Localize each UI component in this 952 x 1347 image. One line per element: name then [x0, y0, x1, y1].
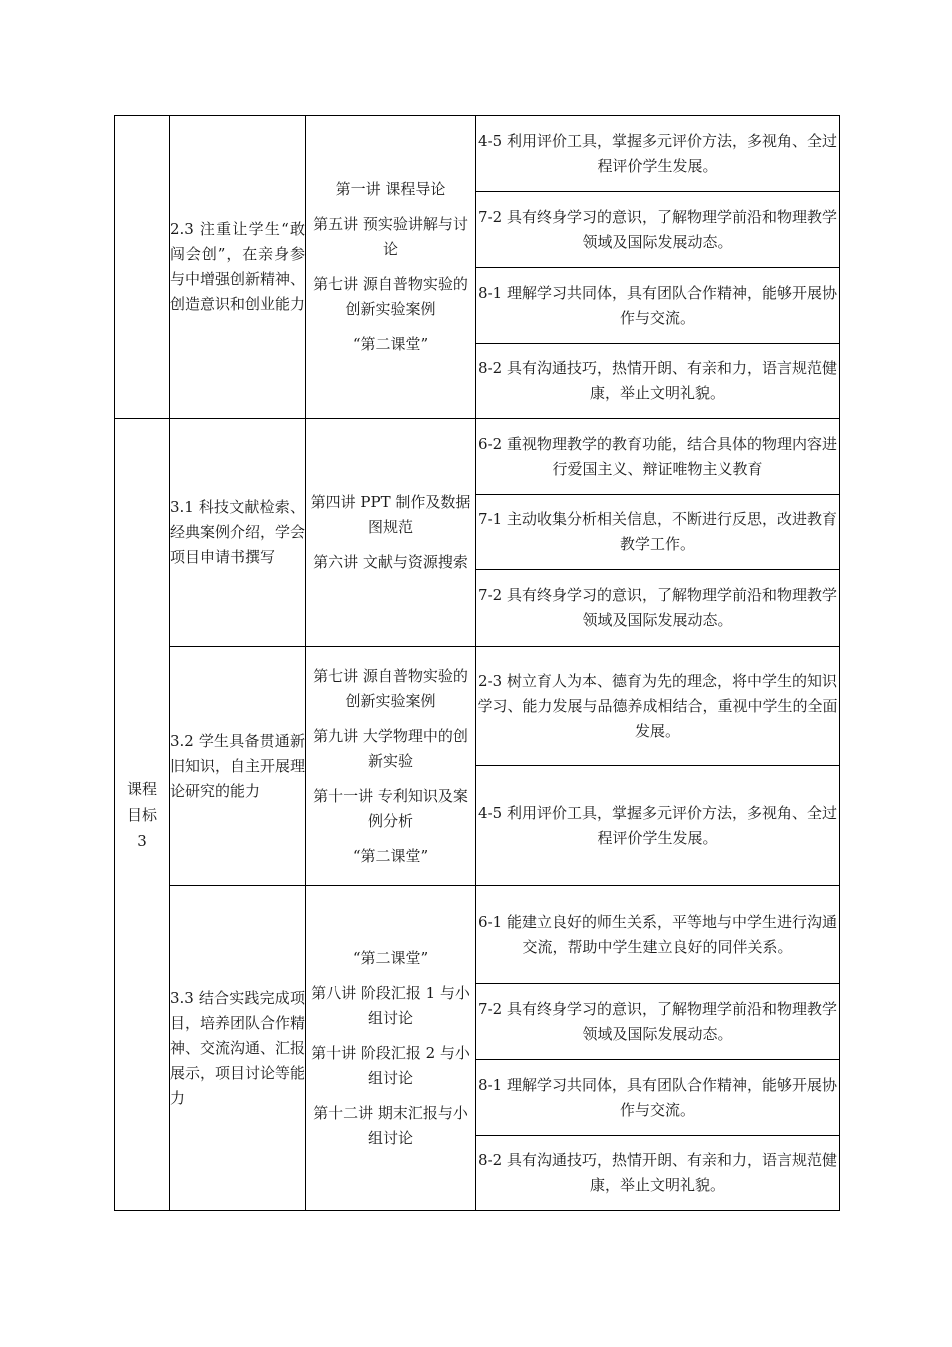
lecture-item: 第七讲 源自普物实验的创新实验案例 [313, 275, 468, 318]
requirement-cell: 8-2 具有沟通技巧，热情开朗、有亲和力，语言规范健康，举止文明礼貌。 [476, 344, 840, 419]
course-goal-label: 课程目标3 [126, 779, 157, 850]
objective-cell: 2.3 注重让学生“敢闯会创”，在亲身参与中增强创新精神、创造意识和创业能力 [170, 116, 306, 419]
requirement-cell: 4-5 利用评价工具，掌握多元评价方法，多视角、全过程评价学生发展。 [476, 116, 840, 192]
requirement-cell: 8-1 理解学习共同体，具有团队合作精神，能够开展协作与交流。 [476, 268, 840, 344]
requirement-cell: 6-1 能建立良好的师生关系，平等地与中学生进行沟通交流，帮助中学生建立良好的同伴关系。 [476, 886, 840, 984]
requirement-cell: 7-2 具有终身学习的意识，了解物理学前沿和物理教学领域及国际发展动态。 [476, 570, 840, 647]
lecture-cell [306, 419, 476, 647]
course-goal-cell [115, 419, 170, 1211]
lecture-item: “第二课堂” [352, 846, 429, 865]
requirement-cell: 7-2 具有终身学习的意识，了解物理学前沿和物理教学领域及国际发展动态。 [476, 984, 840, 1060]
lecture-item: 第一讲 课程导论 [335, 180, 446, 198]
lecture-item: 第八讲 阶段汇报 1 与小组讨论 [311, 983, 470, 1027]
lecture-item: 第十讲 阶段汇报 2 与小组讨论 [311, 1043, 470, 1087]
lecture-item: 第七讲 源自普物实验的创新实验案例 [313, 666, 468, 710]
lecture-item: “第二课堂” [352, 948, 429, 967]
objective-cell: 3.3 结合实践完成项目，培养团队合作精神、交流沟通、汇报展示，项目讨论等能力 [170, 886, 306, 1211]
requirement-cell: 8-2 具有沟通技巧，热情开朗、有亲和力，语言规范健康，举止文明礼貌。 [476, 1136, 840, 1211]
objective-cell: 3.2 学生具备贯通新旧知识，自主开展理论研究的能力 [170, 647, 306, 886]
lecture-item: 第四讲 PPT 制作及数据图规范 [310, 493, 471, 536]
requirement-cell: 7-2 具有终身学习的意识，了解物理学前沿和物理教学领域及国际发展动态。 [476, 192, 840, 268]
objective-cell: 3.1 科技文献检索、经典案例介绍，学会项目申请书撰写 [170, 419, 306, 647]
requirement-cell: 8-1 理解学习共同体，具有团队合作精神，能够开展协作与交流。 [476, 1060, 840, 1136]
lecture-item: “第二课堂” [352, 335, 429, 353]
table-row [115, 647, 840, 766]
requirement-cell: 7-1 主动收集分析相关信息，不断进行反思，改进教育教学工作。 [476, 495, 840, 570]
lecture-item: 第十二讲 期末汇报与小组讨论 [313, 1103, 468, 1147]
lecture-cell [306, 886, 476, 1211]
table-row [115, 419, 840, 495]
table-row [115, 886, 840, 984]
course-goal-cell [115, 116, 170, 419]
lecture-item: 第十一讲 专利知识及案例分析 [313, 786, 468, 830]
table-row [115, 116, 840, 192]
curriculum-mapping-table [114, 115, 840, 1211]
requirement-cell: 6-2 重视物理教学的教育功能，结合具体的物理内容进行爱国主义、辩证唯物主义教育 [476, 419, 840, 495]
lecture-item: 第五讲 预实验讲解与讨论 [313, 215, 468, 258]
lecture-cell [306, 116, 476, 419]
lecture-item: 第六讲 文献与资源搜索 [313, 553, 468, 571]
requirement-cell: 2-3 树立育人为本、德育为先的理念，将中学生的知识学习、能力发展与品德养成相结合，重视中学生的全面发展。 [476, 647, 840, 766]
lecture-item: 第九讲 大学物理中的创新实验 [313, 726, 468, 770]
requirement-cell: 4-5 利用评价工具，掌握多元评价方法，多视角、全过程评价学生发展。 [476, 766, 840, 886]
lecture-cell [306, 647, 476, 886]
